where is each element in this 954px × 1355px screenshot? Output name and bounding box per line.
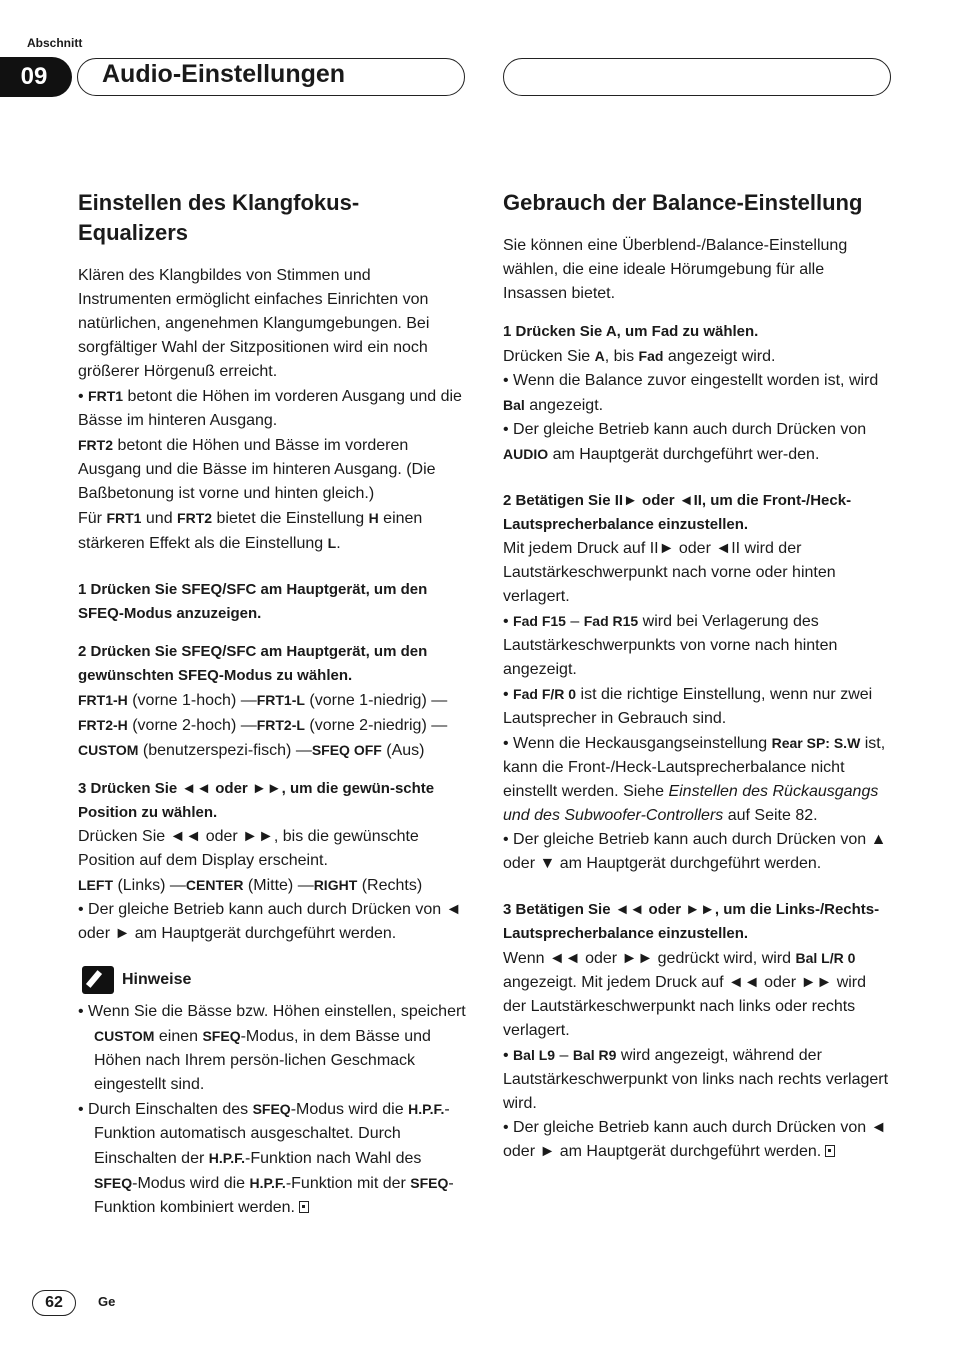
code: H.P.F. — [249, 1175, 286, 1191]
right-step-2-bullet — [503, 731, 891, 828]
text: – — [555, 1047, 573, 1064]
text: -Funktion mit der — [285, 1175, 411, 1192]
text: angezeigt. Mit jedem Druck auf ◄◄ oder ►► wird der Lautstärkeschwerpunkt nach links oder rechts verlagert. — [503, 974, 867, 1039]
mode: SFEQ OFF — [311, 742, 382, 758]
text: auf Seite 82. — [723, 807, 818, 824]
frt2-note — [78, 433, 466, 506]
hint-item — [78, 1000, 466, 1097]
code: Fad — [638, 348, 664, 364]
left-step-3-bullet: • Der gleiche Betrieb kann auch durch Drücken von ◄ oder ► am Hauptgerät durchgeführt werden. — [78, 901, 462, 942]
sfeq-mode-sequence — [78, 688, 466, 763]
code: Fad R15 — [583, 613, 639, 629]
end-mark-icon — [825, 1145, 835, 1157]
code: SFEQ — [252, 1101, 291, 1117]
text: Für — [78, 510, 107, 527]
code: H.P.F. — [408, 1101, 445, 1117]
text: -Funktion kombiniert werden. — [94, 1175, 454, 1216]
text: ist, kann die Front-/Heck-Lautsprecherbalance nicht einstellt werden. Siehe — [503, 735, 886, 800]
right-step-1-bullet — [503, 418, 891, 467]
text: und — [141, 510, 178, 527]
text: -Funktion nach Wahl des — [245, 1150, 422, 1167]
left-heading: Einstellen des Klangfokus-Equalizers — [78, 190, 360, 245]
text: angezeigt wird. — [663, 348, 776, 365]
page-language: Ge — [98, 1294, 116, 1309]
mode: FRT2-H — [78, 717, 128, 733]
text: ist die richtige Einstellung, wenn nur zwei Lautsprecher in Gebrauch sind. — [503, 686, 873, 727]
text: • — [503, 686, 514, 703]
code: FRT2 — [177, 510, 213, 526]
code: Fad F/R 0 — [513, 686, 577, 702]
code: Bal R9 — [572, 1047, 617, 1063]
code: L — [327, 535, 337, 551]
text: betont die Höhen im vorderen Ausgang und die Bässe im hinteren Ausgang. — [78, 388, 462, 429]
text: (Aus) — [381, 742, 425, 759]
left-intro: Klären des Klangbildes von Stimmen und Instrumenten ermöglicht einfaches Einrichten von natürlichen, angenehmen Klangumgebungen. Bei sorgfältiger Wahl der Sitzpositionen wird ein noch größerer Hörgenuß erreicht. — [78, 267, 430, 380]
pencil-note-icon — [82, 966, 114, 994]
page-number: 62 — [32, 1290, 76, 1316]
text: -Modus wird die — [132, 1175, 250, 1192]
text: (vorne 1-hoch) — — [127, 692, 257, 709]
text: • Wenn Sie die Bässe bzw. Höhen einstellen, speichert — [78, 1003, 466, 1020]
right-step-2-bullet — [503, 609, 891, 682]
text: betont die Höhen und Bässe im vorderen Ausgang und die Bässe im hinteren Ausgang. (Die Baßbetonung ist vorne und hinten gleich.) — [78, 437, 436, 502]
code: Fad F15 — [513, 613, 566, 629]
text: wird bei Verlagerung des Lautstärkeschwerpunkts von vorne nach hinten angezeigt. — [503, 613, 838, 678]
text: Drücken Sie — [503, 348, 595, 365]
text: • Der gleiche Betrieb kann auch durch Drücken von — [503, 421, 867, 438]
right-step-2-body: Mit jedem Druck auf II► oder ◄II wird der Lautstärkeschwerpunkt nach vorne oder hinten verlagert. — [503, 540, 836, 605]
code: Bal — [503, 397, 525, 413]
mode: FRT1-H — [78, 692, 128, 708]
text: (benutzerspezi-fisch) — — [138, 742, 312, 759]
code: FRT1 — [106, 510, 142, 526]
frt1-bullet: • FRT1 betont die Höhen im vorderen Ausgang und die Bässe im hinteren Ausgang. — [78, 388, 462, 429]
code: A — [594, 348, 605, 364]
section-label: Abschnitt — [27, 36, 83, 50]
text: (Mitte) — — [243, 877, 314, 894]
text: • Wenn die Heckausgangseinstellung — [503, 735, 772, 752]
code: SFEQ — [202, 1028, 241, 1044]
text: (vorne 2-niedrig) — — [304, 717, 448, 734]
code: Bal L/R 0 — [795, 950, 856, 966]
text: -Modus wird die — [290, 1101, 409, 1118]
left-step-2: 2 Drücken Sie SFEQ/SFC am Hauptgerät, um den gewünschten SFEQ-Modus zu wählen. — [78, 643, 428, 684]
right-column — [503, 188, 891, 1164]
text: (vorne 1-niedrig) — — [304, 692, 448, 709]
text: angezeigt. — [524, 397, 604, 414]
right-step-3-bullet — [503, 1116, 891, 1164]
hints-header — [82, 966, 466, 994]
text: • Durch Einschalten des — [78, 1101, 253, 1118]
right-step-2: 2 Betätigen Sie II► oder ◄II, um die Front-/Heck-Lautsprecherbalance einzustellen. — [503, 492, 852, 533]
text: , bis — [604, 348, 639, 365]
hint-item — [78, 1097, 466, 1220]
frt-hl-note — [78, 506, 466, 556]
text: • Der gleiche Betrieb kann auch durch Drücken von ◄ oder ► am Hauptgerät durchgeführt werden. — [503, 1119, 887, 1160]
text: -Modus, in dem Bässe und Höhen nach Ihrem persön-lichen Geschmack eingestellt sind. — [94, 1028, 431, 1093]
code: Rear SP: S.W — [771, 735, 861, 751]
text: Wenn ◄◄ oder ►► gedrückt wird, wird — [503, 950, 796, 967]
left-step-1: 1 Drücken Sie SFEQ/SFC am Hauptgerät, um den SFEQ-Modus anzuzeigen. — [78, 581, 428, 622]
code: SFEQ — [94, 1175, 133, 1191]
right-step-3: 3 Betätigen Sie ◄◄ oder ►►, um die Links-/Rechts-Lautsprecherbalance einzustellen. — [503, 901, 880, 942]
text: (Links) — — [113, 877, 186, 894]
left-step-3: 3 Drücken Sie ◄◄ oder ►►, um die gewün-schte Position zu wählen. — [78, 780, 435, 821]
chapter-number-badge: 09 — [0, 57, 72, 97]
right-step-3-body — [503, 946, 891, 1043]
text: einen — [154, 1028, 203, 1045]
text: am Hauptgerät durchgeführt wer-den. — [548, 446, 820, 463]
mode: FRT2-L — [256, 717, 305, 733]
left-column — [78, 188, 466, 1220]
code: SFEQ — [410, 1175, 449, 1191]
cross-reference: Einstellen des Rückausgangs und des Subwoofer-Controllers — [503, 783, 879, 824]
hints-title: Hinweise — [122, 971, 192, 988]
right-step-1-body — [503, 344, 891, 369]
text: (Rechts) — [357, 877, 423, 894]
text: • — [503, 1047, 514, 1064]
code: CUSTOM — [94, 1028, 155, 1044]
text: . — [336, 535, 341, 552]
code: AUDIO — [503, 446, 549, 462]
text: (vorne 2-hoch) — — [127, 717, 257, 734]
right-step-1-bullet — [503, 369, 891, 418]
code: H — [368, 510, 379, 526]
right-heading: Gebrauch der Balance-Einstellung — [503, 190, 863, 215]
text: • — [503, 613, 514, 630]
mode: CUSTOM — [78, 742, 139, 758]
chapter-title: Audio-Einstellungen — [102, 60, 346, 88]
code: FRT2 — [78, 437, 113, 453]
end-mark-icon — [299, 1201, 309, 1213]
code: FRT1 — [88, 388, 124, 404]
text: wird angezeigt, während der Lautstärkeschwerpunkt von links nach rechts verlagert wird. — [503, 1047, 889, 1112]
text: – — [565, 613, 584, 630]
position-sequence — [78, 873, 466, 898]
code: H.P.F. — [208, 1150, 246, 1166]
right-intro: Sie können eine Überblend-/Balance-Einstellung wählen, die eine ideale Hörumgebung für alle Insassen bietet. — [503, 237, 848, 302]
mode: CENTER — [185, 877, 244, 893]
right-step-2-bullet — [503, 682, 891, 731]
right-step-1: 1 Drücken Sie A, um Fad zu wählen. — [503, 323, 759, 340]
left-step-3-body: Drücken Sie ◄◄ oder ►►, bis die gewünschte Position auf dem Display erscheint. — [78, 828, 419, 869]
header-blank-frame — [503, 58, 891, 96]
right-step-2-bullet: • Der gleiche Betrieb kann auch durch Drücken von ▲ oder ▼ am Hauptgerät durchgeführt werden. — [503, 831, 887, 872]
right-step-3-bullet — [503, 1043, 891, 1116]
text: -Funktion automatisch ausgeschaltet. Durch Einschalten der — [94, 1101, 450, 1167]
text: • Wenn die Balance zuvor eingestellt worden ist, wird — [503, 372, 879, 389]
text: bietet die Einstellung — [212, 510, 369, 527]
mode: LEFT — [78, 877, 113, 893]
mode: RIGHT — [313, 877, 358, 893]
text: einen stärkeren Effekt als die Einstellung — [78, 510, 423, 552]
mode: FRT1-L — [256, 692, 305, 708]
code: Bal L9 — [513, 1047, 556, 1063]
